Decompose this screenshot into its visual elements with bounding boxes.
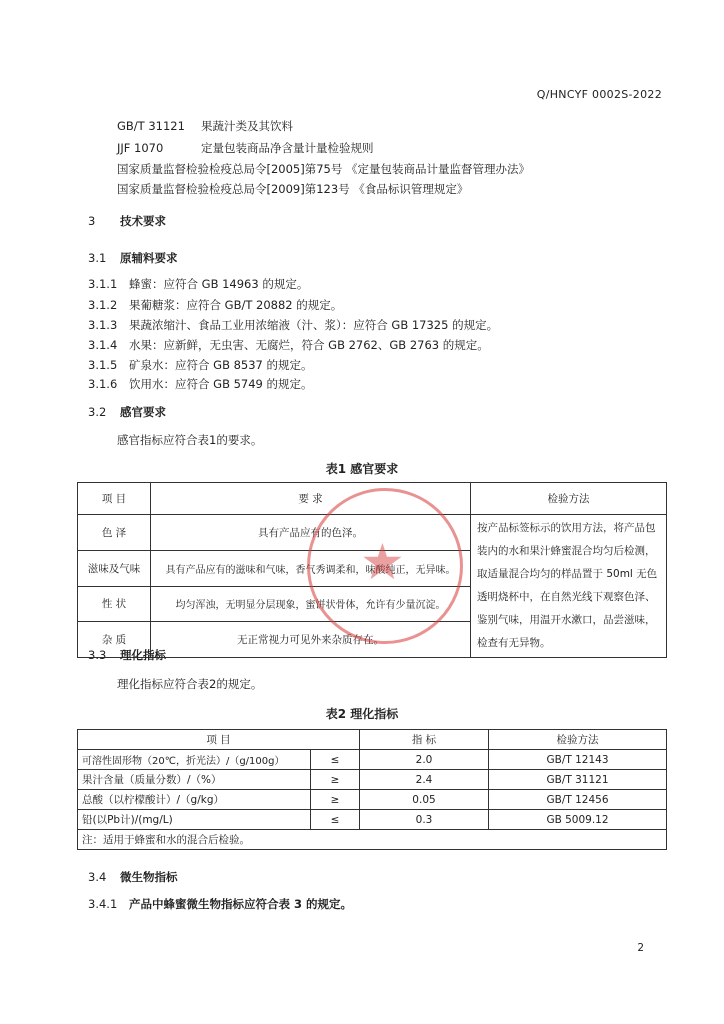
- table-cell: 总酸（以柠檬酸计）/（g/kg）: [78, 790, 311, 810]
- table-cell: 2.4: [360, 770, 489, 790]
- paragraph: 感官指标应符合表1的要求。: [117, 433, 263, 447]
- table-note-row: [78, 830, 667, 850]
- table-cell: 0.3: [360, 810, 489, 830]
- table-cell: 无正常视力可见外来杂质存在。: [151, 622, 471, 658]
- table-cell: 杂 质: [78, 622, 151, 658]
- table-header: 检验方法: [471, 483, 667, 515]
- table-caption: 表2 理化指标: [325, 707, 399, 721]
- list-item: 3.1.1 蜂蜜：应符合 GB 14963 的规定。: [88, 277, 309, 291]
- table-header: 项 目: [78, 483, 151, 515]
- list-item: 3.1.2 果葡糖浆：应符合 GB/T 20882 的规定。: [88, 298, 343, 312]
- reference-line: 国家质量监督检验检疫总局令[2009]第123号 《食品标识管理规定》: [117, 182, 469, 196]
- table-row: [78, 810, 667, 830]
- table-cell: 滋味及气味: [78, 550, 151, 586]
- section-heading: 3.1 原辅料要求: [88, 251, 178, 265]
- list-item: 3.1.4 水果：应新鲜，无虫害、无腐烂，符合 GB 2762、GB 2763 的规定。: [88, 338, 489, 352]
- table-cell: ≤: [311, 750, 360, 770]
- section-heading: 3.2 感官要求: [88, 405, 166, 419]
- table-cell: ≥: [311, 790, 360, 810]
- table-header: 要 求: [151, 483, 471, 515]
- table-row: [78, 750, 667, 770]
- reference-line: GB/T 31121 果蔬汁类及其饮料: [117, 119, 293, 133]
- page-number: 2: [637, 942, 644, 954]
- table-cell: 性 状: [78, 586, 151, 622]
- table-cell: 具有产品应有的滋味和气味，香气秀调柔和，味酸纯正，无异味。: [151, 550, 471, 586]
- document-code: Q/HNCYF 0002S-2022: [536, 88, 662, 101]
- table-cell: GB/T 12143: [489, 750, 667, 770]
- table-cell: 2.0: [360, 750, 489, 770]
- table-header: 指 标: [360, 730, 489, 750]
- section-heading: 3 技术要求: [88, 214, 166, 228]
- section-heading: 3.4 微生物指标: [88, 870, 178, 884]
- table-cell: GB/T 31121: [489, 770, 667, 790]
- list-item: 3.1.5 矿泉水：应符合 GB 8537 的规定。: [88, 358, 313, 372]
- table-cell: 色 泽: [78, 515, 151, 551]
- test-method-cell: 按产品标签标示的饮用方法，将产品包装内的水和果汁蜂蜜混合均匀后检测，取适量混合均匀的样品置于 50ml 无色透明烧杯中，在自然光线下观察色泽、鉴别气味，用温开水漱口，品尝滋味，检查有无异物。: [471, 515, 667, 658]
- table-cell: GB/T 12456: [489, 790, 667, 810]
- table-cell: 铅(以Pb计)/(mg/L): [78, 810, 311, 830]
- side-seal-mark: [700, 535, 724, 605]
- table-cell: 果汁含量（质量分数）/（%）: [78, 770, 311, 790]
- table-cell: 具有产品应有的色泽。: [151, 515, 471, 551]
- reference-line: 国家质量监督检验检疫总局令[2005]第75号 《定量包装商品计量监督管理办法》: [117, 162, 531, 176]
- table-cell: 0.05: [360, 790, 489, 810]
- table-cell: ≥: [311, 770, 360, 790]
- table-cell: 均匀浑浊，无明显分层现象，蜜饼状骨体，允许有少量沉淀。: [151, 586, 471, 622]
- section-heading: 3.3 理化指标: [88, 648, 166, 662]
- table-row: [78, 790, 667, 810]
- table-caption: 表1 感官要求: [325, 462, 399, 476]
- table-header-row: [78, 730, 667, 750]
- reference-line: JJF 1070 定量包装商品净含量计量检验规则: [117, 141, 374, 155]
- table-cell: ≤: [311, 810, 360, 830]
- table-row: [78, 770, 667, 790]
- star-icon: ★: [360, 533, 405, 591]
- table-header: 检验方法: [489, 730, 667, 750]
- red-seal-stamp: [307, 488, 463, 644]
- table-note: 注：适用于蜂蜜和水的混合后检验。: [78, 830, 667, 850]
- list-item: 3.1.3 果蔬浓缩汁、食品工业用浓缩液（汁、浆）：应符合 GB 17325 的规定。: [88, 318, 499, 332]
- physicochemical-table: [77, 729, 667, 850]
- table-header: 项 目: [78, 730, 360, 750]
- subsection-line: 3.4.1 产品中蜂蜜微生物指标应符合表 3 的规定。: [88, 897, 353, 911]
- list-item: 3.1.6 饮用水：应符合 GB 5749 的规定。: [88, 377, 313, 391]
- table-cell: 可溶性固形物（20℃，折光法）/（g/100g）: [78, 750, 311, 770]
- table-cell: GB 5009.12: [489, 810, 667, 830]
- paragraph: 理化指标应符合表2的规定。: [117, 677, 263, 691]
